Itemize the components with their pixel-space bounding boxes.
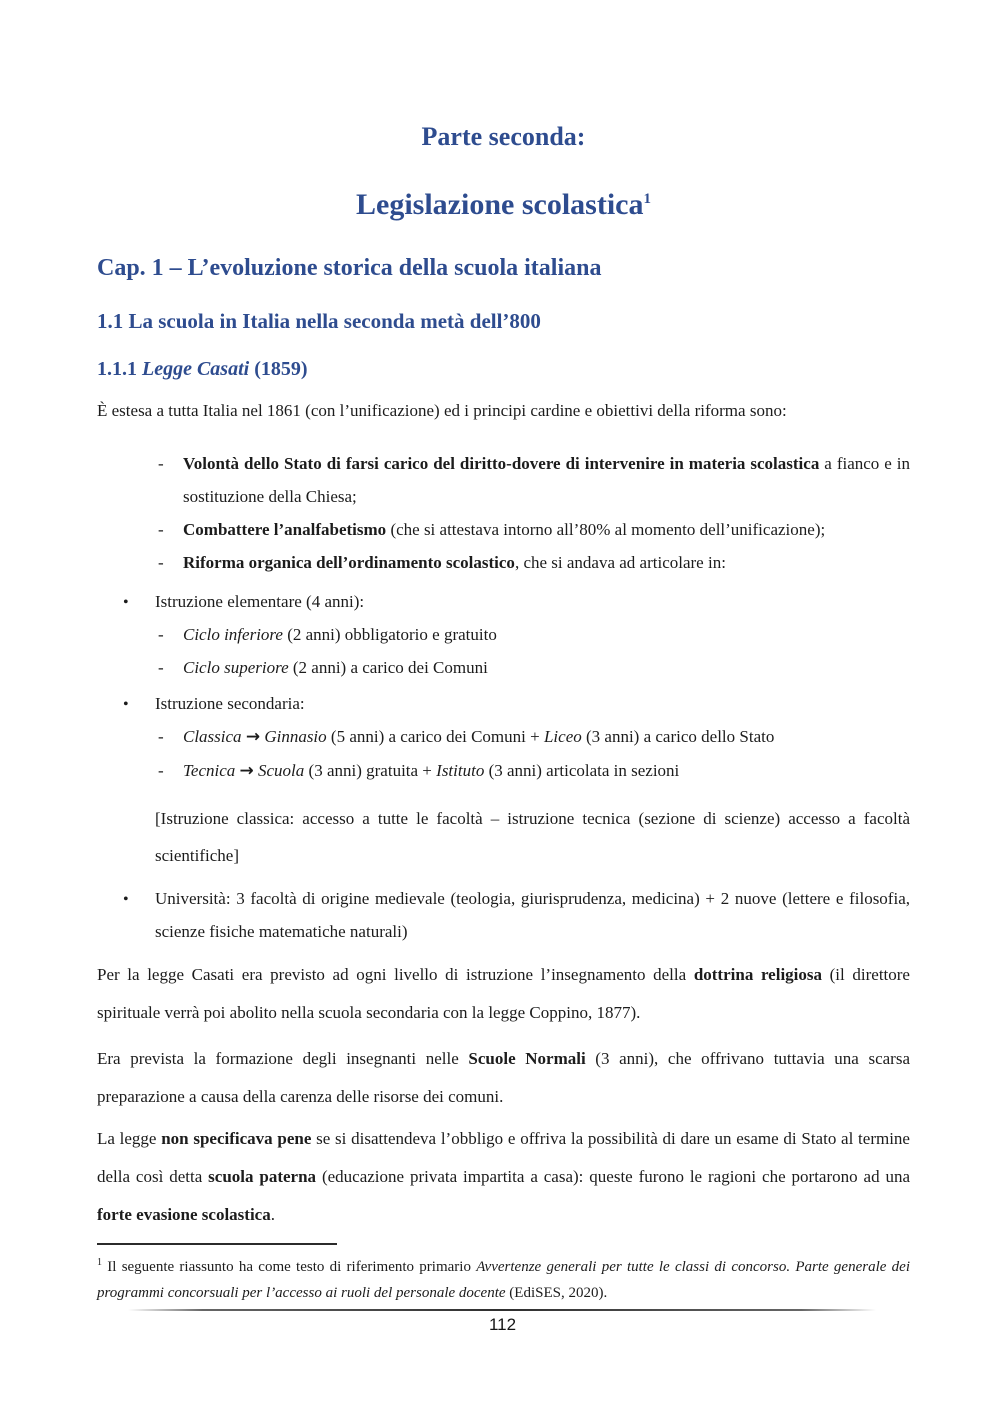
chapter-heading: Cap. 1 – L’evoluzione storica della scuola italiana [97,255,602,281]
text-run: Riforma organica dell’ordinamento scolastico [183,553,515,572]
text-run: Per la legge Casati era previsto ad ogni livello di istruzione l’insegnamento della [97,965,694,984]
text-run: Università: 3 facoltà di origine medievale (teologia, giurisprudenza, medicina) + 2 nuove (lettere e filosofia, scienze fisiche matematiche naturali) [155,889,910,941]
dash-marker: - [158,625,164,644]
footnote [97,1250,910,1306]
text-run: (che si attestava intorno all’80% al momento dell’unificazione); [386,520,826,539]
text-run: (2 anni) obbligatorio e gratuito [282,625,497,644]
list-item [97,687,910,720]
text-run: Ciclo inferiore [183,625,283,644]
list-item-text [183,553,726,572]
list-item [97,513,910,546]
text-run: scuola paterna [208,1167,317,1186]
text-run: Istruzione elementare (4 anni): [155,592,365,611]
list-item-text [155,592,364,611]
text-run: (2 anni) a carico dei Comuni [288,658,488,677]
dash-marker: - [158,761,164,780]
list-item [97,754,910,788]
text-run: (3 anni), che offrivano tuttavia una scarsa preparazione a causa della carenza delle risorse dei comuni. [97,1049,911,1106]
list-item-text [183,658,488,677]
list-item-text [183,520,825,539]
text-run: È estesa a tutta Italia nel 1861 (con l’unificazione) ed i principi cardine e obiettivi della riforma sono: [97,401,787,420]
list-item [97,546,910,579]
text-run: forte evasione scolastica [97,1205,271,1224]
dash-marker: - [158,454,164,473]
list-item-text [183,625,497,644]
footnote-text [97,1259,910,1301]
text-run: (EdiSES, 2020). [505,1285,608,1301]
body-paragraph [97,1120,910,1234]
subsection-name: Legge Casati [142,358,250,380]
principles-list [97,447,910,579]
text-run: La legge [97,1129,162,1148]
text-run: Classica [183,727,242,746]
list-item [97,618,910,651]
dash-marker: - [158,520,164,539]
body-paragraph [97,1040,910,1116]
list-item-text [183,761,679,780]
bullet-marker: • [123,594,129,611]
list-item-text [155,889,910,941]
text-run: Scuole Normali [468,1049,586,1068]
part-title: Parte seconda: [421,122,586,151]
text-run: Avvertenze generali per tutte le classi di concorso. Parte generale dei programmi concorsuali per l’accesso ai ruoli del personale docente [97,1259,911,1301]
text-run: Era prevista la formazione degli insegnanti nelle [97,1049,469,1068]
text-run: → [239,761,254,781]
text-run: Ciclo superiore [183,658,289,677]
text-run: (3 anni) articolata in sezioni [484,761,680,780]
text-run: Scuola [258,761,305,780]
subsection-year: (1859) [249,358,308,380]
text-run: → [245,727,261,747]
text-run: (educazione privata impartita a casa): queste furono le ragioni che portarono ad una [316,1167,911,1186]
dash-marker: - [158,727,164,746]
text-run: se si disattendeva l’obbligo e offriva la possibilità di dare un esame di Stato al termine della così detta [97,1129,910,1186]
text-run: Istituto [436,761,485,780]
list-item-text [183,727,774,746]
dash-marker: - [158,658,164,677]
note-paragraph [97,800,910,874]
body-paragraph [97,956,910,1032]
list-item [97,447,910,513]
list-item [97,720,910,754]
intro-paragraph [97,396,910,426]
text-run: , che si andava ad articolare in: [514,553,726,572]
text-run: Combattere l’analfabetismo [183,520,387,539]
main-title [97,186,910,224]
dash-marker: - [158,553,164,572]
subsection-number: 1.1.1 [97,358,142,380]
footnote-reference: 1 [643,191,651,207]
list-item [97,882,910,948]
text-run: (3 anni) gratuita + [304,761,437,780]
text-run: dottrina religiosa [693,965,823,984]
text-run: (il direttore spirituale verrà poi abolito nella scuola secondaria con la legge Coppino, 1877). [97,965,910,1022]
footnote-separator [97,1243,337,1245]
list-item-text [183,454,910,506]
text-run: [Istruzione classica: accesso a tutte le facoltà – istruzione tecnica (sezione di scienze) accesso a facoltà scientifiche] [155,809,910,865]
subsection-heading [97,356,910,383]
footnote-marker: 1 [97,1257,102,1268]
text-run: Volontà dello Stato di farsi carico del diritto-dovere di intervenire in materia scolastica [183,454,820,473]
text-run: . [270,1205,275,1224]
text-run: (3 anni) a carico dello Stato [581,727,775,746]
list-item [97,585,910,618]
section-heading: 1.1 La scuola in Italia nella seconda metà dell’800 [97,309,541,333]
bullet-marker: • [123,696,129,713]
text-run: Ginnasio [264,727,327,746]
page-number: 112 [488,1315,517,1334]
main-title-text: Legislazione scolastica [356,188,644,221]
footer-divider [128,1309,876,1311]
text-run: Istruzione secondaria: [155,694,305,713]
text-run: non specificava pene [161,1129,312,1148]
text-run: a fianco e in sostituzione della Chiesa; [183,454,911,506]
text-run: Liceo [543,727,582,746]
text-run: Tecnica [183,761,236,780]
text-run: (5 anni) a carico dei Comuni + [326,727,544,746]
bullet-marker: • [123,891,129,908]
list-item [97,651,910,684]
text-run: Il seguente riassunto ha come testo di riferimento primario [102,1259,477,1275]
list-item-text [155,694,305,713]
